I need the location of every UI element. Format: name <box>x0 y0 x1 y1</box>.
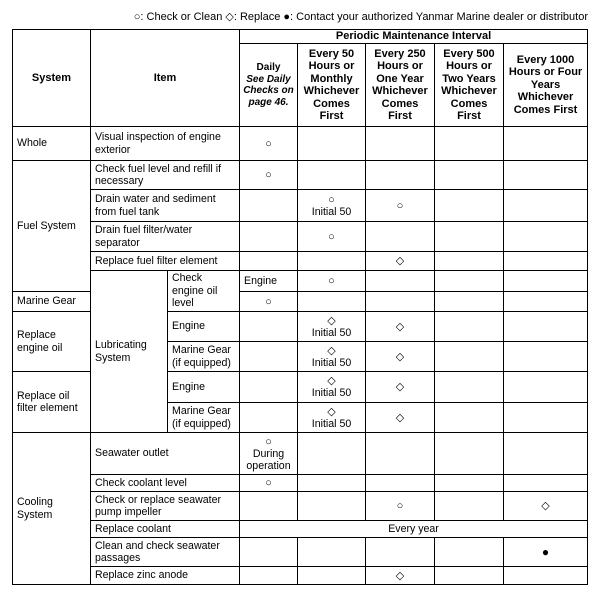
header-item: Item <box>91 30 240 127</box>
check-symbol: ○ <box>265 137 272 150</box>
every-year-note: Every year <box>240 521 588 538</box>
check-symbol: ○ <box>265 169 272 181</box>
check-symbol: ○ <box>265 435 272 448</box>
check-symbol: ○ <box>396 199 404 212</box>
system-whole: Whole <box>13 127 91 161</box>
replace-symbol: ◇ <box>327 314 336 327</box>
maintenance-schedule-table <box>12 29 588 585</box>
replace-symbol: ◇ <box>395 320 405 333</box>
item-seawater-outlet: Seawater outlet <box>91 433 240 475</box>
table-row <box>13 161 588 190</box>
during-operation-note: During operation <box>246 447 291 472</box>
item-replace-zinc-anode: Replace zinc anode <box>91 567 240 585</box>
item-replace-coolant: Replace coolant <box>91 521 240 538</box>
item-drain-fuel-filter: Drain fuel filter/water separator <box>91 222 240 252</box>
system-lubricating: Lubricating System <box>91 271 168 433</box>
header-every-250: Every 250 Hours or One Year Whichever Comes First <box>366 44 435 127</box>
initial-50-note: Initial 50 <box>311 205 352 218</box>
item-visual-inspection: Visual inspection of engine exterior <box>91 127 240 161</box>
table-row <box>13 433 588 475</box>
check-symbol: ○ <box>265 477 272 489</box>
table-row <box>13 538 588 567</box>
replace-symbol: ◇ <box>327 375 336 387</box>
replace-symbol: ◇ <box>395 411 405 424</box>
header-daily-label: Daily <box>256 62 281 73</box>
sub-marine-gear-if-equipped: Marine Gear (if equipped) <box>168 342 240 372</box>
item-seawater-pump-impeller: Check or replace seawater pump impeller <box>91 492 240 521</box>
replace-symbol: ◇ <box>395 569 405 582</box>
table-row <box>13 190 588 222</box>
item-replace-oil-filter: Replace oil filter element <box>13 372 91 433</box>
sub-engine: Engine <box>168 312 240 342</box>
initial-50-note: Initial 50 <box>311 387 352 399</box>
replace-symbol: ◇ <box>327 405 336 418</box>
table-row <box>13 222 588 252</box>
table-row <box>13 521 588 538</box>
sub-marine-gear-if-equipped: Marine Gear (if equipped) <box>168 403 240 433</box>
sub-engine: Engine <box>240 271 298 292</box>
item-drain-water-sediment: Drain water and sediment from fuel tank <box>91 190 240 222</box>
replace-symbol: ◇ <box>395 381 405 393</box>
table-row <box>13 252 588 271</box>
table-row <box>13 475 588 492</box>
header-system: System <box>13 30 91 127</box>
replace-symbol: ◇ <box>395 350 405 363</box>
table-row <box>13 127 588 161</box>
header-every-500: Every 500 Hours or Two Years Whichever Comes First <box>435 44 504 127</box>
item-check-engine-oil: Check engine oil level <box>168 271 240 312</box>
table-row <box>13 492 588 521</box>
table-row <box>13 271 588 292</box>
table-row <box>13 567 588 585</box>
initial-50-note: Initial 50 <box>311 356 352 369</box>
header-daily-note: See Daily Checks on page 46. <box>243 73 294 108</box>
item-check-fuel-level: Check fuel level and refill if necessary <box>91 161 240 190</box>
system-cooling: Cooling System <box>13 433 91 585</box>
sub-engine: Engine <box>168 372 240 403</box>
initial-50-note: Initial 50 <box>311 417 352 430</box>
replace-symbol: ◇ <box>327 344 336 357</box>
check-symbol: ○ <box>396 500 404 512</box>
replace-symbol: ◇ <box>395 255 405 267</box>
check-symbol: ○ <box>328 275 335 287</box>
initial-50-note: Initial 50 <box>311 326 352 339</box>
sub-marine-gear: Marine Gear <box>13 292 91 312</box>
replace-symbol: ◇ <box>541 500 550 512</box>
item-clean-seawater-passages: Clean and check seawater passages <box>91 538 240 567</box>
check-symbol: ○ <box>265 295 272 308</box>
system-fuel: Fuel System <box>13 161 91 292</box>
header-daily <box>240 44 298 127</box>
header-every-50: Every 50 Hours or Monthly Whichever Comes First <box>298 44 366 127</box>
item-check-coolant-level: Check coolant level <box>91 475 240 492</box>
header-every-1000: Every 1000 Hours or Four Years Whichever Comes First <box>504 44 588 127</box>
header-periodic-interval: Periodic Maintenance Interval <box>240 30 588 44</box>
check-symbol: ○ <box>328 230 335 243</box>
contact-dealer-symbol: ● <box>541 545 550 559</box>
item-replace-fuel-filter: Replace fuel filter element <box>91 252 240 271</box>
check-symbol: ○ <box>328 193 335 206</box>
item-replace-engine-oil: Replace engine oil <box>13 312 91 372</box>
symbol-legend: ○: Check or Clean ◇: Replace ●: Contact your authorized Yanmar Marine dealer or distributor <box>133 11 588 23</box>
